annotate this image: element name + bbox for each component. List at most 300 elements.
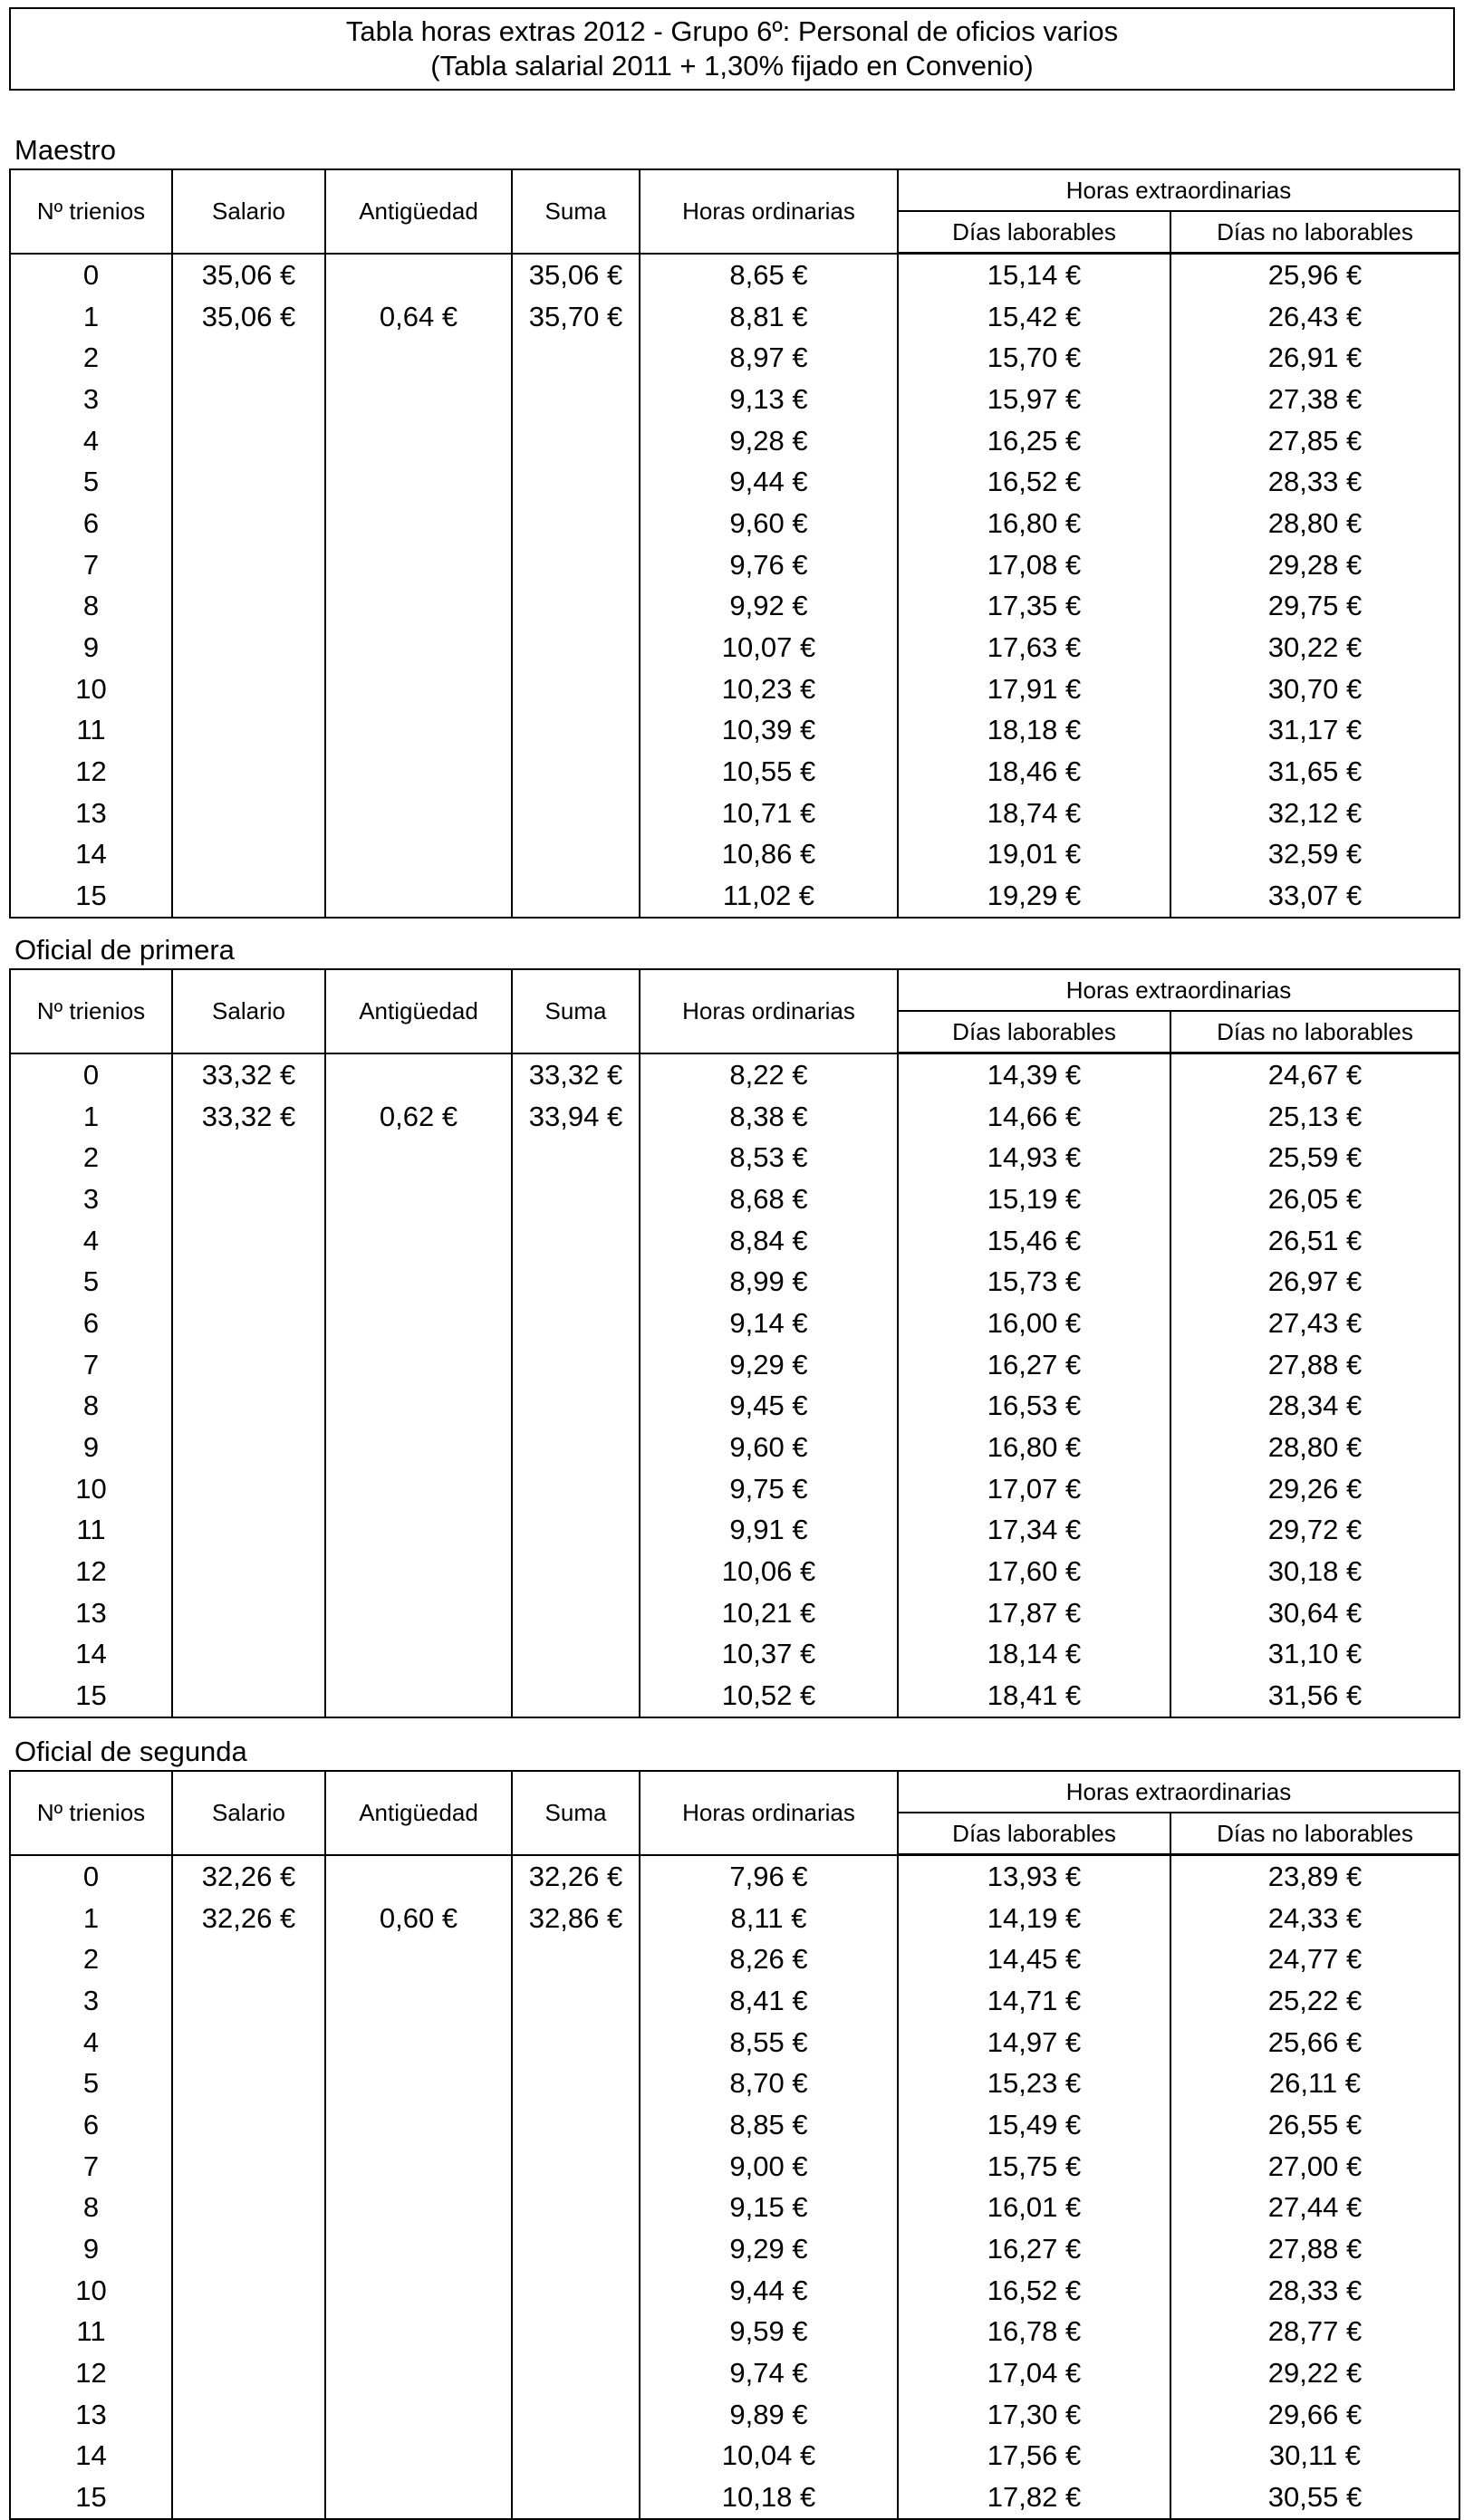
header-dias-laborables: Días laborables (898, 1813, 1170, 1855)
salario-cell (172, 1468, 325, 1510)
antiguedad-cell (325, 2022, 512, 2063)
table-row (10, 875, 1459, 918)
antiguedad-cell: 0,60 € (325, 1898, 512, 1939)
antiguedad-cell (325, 1938, 512, 1980)
salario-cell: 32,26 € (172, 1855, 325, 1898)
salario-cell (172, 2436, 325, 2477)
antiguedad-cell (325, 1551, 512, 1592)
suma-cell (512, 1344, 640, 1386)
antiguedad-cell (325, 2352, 512, 2394)
dias-no-laborables-cell: 30,11 € (1170, 2436, 1459, 2477)
suma-cell (512, 668, 640, 710)
dias-laborables-cell: 19,29 € (898, 875, 1170, 918)
trienios-cell: 9 (10, 2228, 172, 2270)
dias-laborables-cell: 16,01 € (898, 2188, 1170, 2229)
salario-cell (172, 2394, 325, 2436)
table-row (10, 1634, 1459, 1676)
trienios-cell: 7 (10, 544, 172, 586)
antiguedad-cell (325, 503, 512, 544)
table-row (10, 254, 1459, 296)
antiguedad-cell (325, 2436, 512, 2477)
dias-no-laborables-cell: 26,43 € (1170, 296, 1459, 338)
table-row (10, 751, 1459, 793)
antiguedad-cell (325, 751, 512, 793)
antiguedad-cell (325, 1303, 512, 1344)
dias-laborables-cell: 15,42 € (898, 296, 1170, 338)
dias-no-laborables-cell: 29,26 € (1170, 1468, 1459, 1510)
salario-cell (172, 793, 325, 834)
horas-ordinarias-cell: 8,99 € (640, 1261, 898, 1303)
salario-cell (172, 503, 325, 544)
suma-cell (512, 2477, 640, 2519)
dias-no-laborables-cell: 30,55 € (1170, 2477, 1459, 2519)
dias-laborables-cell: 16,25 € (898, 420, 1170, 462)
suma-cell: 35,70 € (512, 296, 640, 338)
dias-laborables-cell: 15,46 € (898, 1220, 1170, 1262)
dias-no-laborables-cell: 31,56 € (1170, 1675, 1459, 1717)
antiguedad-cell (325, 2063, 512, 2104)
table-row (10, 1855, 1459, 1898)
dias-no-laborables-cell: 25,59 € (1170, 1137, 1459, 1178)
horas-ordinarias-cell: 9,13 € (640, 379, 898, 420)
salario-cell (172, 2312, 325, 2353)
antiguedad-cell (325, 254, 512, 296)
dias-laborables-cell: 15,73 € (898, 1261, 1170, 1303)
trienios-cell: 1 (10, 296, 172, 338)
horas-ordinarias-cell: 8,11 € (640, 1898, 898, 1939)
dias-laborables-cell: 16,80 € (898, 503, 1170, 544)
dias-laborables-cell: 18,14 € (898, 1634, 1170, 1676)
trienios-cell: 11 (10, 1510, 172, 1552)
horas-ordinarias-cell: 8,81 € (640, 296, 898, 338)
dias-no-laborables-cell: 28,33 € (1170, 461, 1459, 503)
table-row (10, 627, 1459, 668)
dias-laborables-cell: 18,46 € (898, 751, 1170, 793)
suma-cell (512, 1551, 640, 1592)
horas-ordinarias-cell: 8,26 € (640, 1938, 898, 1980)
trienios-cell: 5 (10, 461, 172, 503)
trienios-cell: 15 (10, 875, 172, 918)
section-maestro (9, 132, 1459, 919)
table-row (10, 1137, 1459, 1178)
suma-cell (512, 420, 640, 462)
trienios-cell: 11 (10, 710, 172, 752)
antiguedad-cell (325, 1634, 512, 1676)
salario-cell (172, 834, 325, 876)
dias-no-laborables-cell: 26,55 € (1170, 2104, 1459, 2146)
suma-cell (512, 2270, 640, 2312)
table-row (10, 1510, 1459, 1552)
dias-no-laborables-cell: 27,88 € (1170, 1344, 1459, 1386)
dias-laborables-cell: 14,93 € (898, 1137, 1170, 1178)
dias-laborables-cell: 18,41 € (898, 1675, 1170, 1717)
trienios-cell: 10 (10, 1468, 172, 1510)
table-row (10, 793, 1459, 834)
antiguedad-cell (325, 2228, 512, 2270)
trienios-cell: 12 (10, 2352, 172, 2394)
trienios-cell: 8 (10, 1386, 172, 1428)
table-row (10, 2146, 1459, 2188)
dias-laborables-cell: 15,49 € (898, 2104, 1170, 2146)
trienios-cell: 9 (10, 627, 172, 668)
antiguedad-cell (325, 2270, 512, 2312)
suma-cell: 33,32 € (512, 1053, 640, 1096)
dias-laborables-cell: 14,19 € (898, 1898, 1170, 1939)
salario-cell: 33,32 € (172, 1096, 325, 1138)
suma-cell (512, 1938, 640, 1980)
dias-no-laborables-cell: 26,91 € (1170, 337, 1459, 379)
salario-cell (172, 668, 325, 710)
trienios-cell: 11 (10, 2312, 172, 2353)
horas-ordinarias-cell: 8,84 € (640, 1220, 898, 1262)
suma-cell (512, 1980, 640, 2022)
trienios-cell: 14 (10, 834, 172, 876)
horas-ordinarias-cell: 9,76 € (640, 544, 898, 586)
horas-ordinarias-cell: 10,23 € (640, 668, 898, 710)
suma-cell (512, 2104, 640, 2146)
section-label: Maestro (14, 134, 116, 166)
suma-cell (512, 1386, 640, 1428)
horas-ordinarias-cell: 8,97 € (640, 337, 898, 379)
dias-laborables-cell: 16,53 € (898, 1386, 1170, 1428)
antiguedad-cell (325, 2146, 512, 2188)
header-salario: Salario (172, 169, 325, 254)
dias-laborables-cell: 15,70 € (898, 337, 1170, 379)
antiguedad-cell (325, 2104, 512, 2146)
trienios-cell: 0 (10, 1053, 172, 1096)
trienios-cell: 7 (10, 1344, 172, 1386)
dias-no-laborables-cell: 29,66 € (1170, 2394, 1459, 2436)
section-label: Oficial de segunda (14, 1736, 247, 1767)
suma-cell (512, 379, 640, 420)
header-trienios: Nº trienios (10, 1771, 172, 1855)
suma-cell (512, 2394, 640, 2436)
antiguedad-cell (325, 337, 512, 379)
header-dias-laborables: Días laborables (898, 1011, 1170, 1053)
trienios-cell: 12 (10, 1551, 172, 1592)
dias-laborables-cell: 15,75 € (898, 2146, 1170, 2188)
header-dias-no-laborables: Días no laborables (1170, 211, 1459, 254)
dias-no-laborables-cell: 25,66 € (1170, 2022, 1459, 2063)
horas-ordinarias-cell: 8,53 € (640, 1137, 898, 1178)
suma-cell: 32,26 € (512, 1855, 640, 1898)
dias-no-laborables-cell: 29,72 € (1170, 1510, 1459, 1552)
wage-table (9, 1770, 1460, 2520)
table-row (10, 420, 1459, 462)
header-horas-ordinarias: Horas ordinarias (640, 1771, 898, 1855)
antiguedad-cell (325, 1980, 512, 2022)
table-row (10, 544, 1459, 586)
dias-no-laborables-cell: 27,85 € (1170, 420, 1459, 462)
suma-cell (512, 1303, 640, 1344)
table-row (10, 2312, 1459, 2353)
suma-cell (512, 1178, 640, 1220)
dias-laborables-cell: 18,18 € (898, 710, 1170, 752)
table-row (10, 1220, 1459, 1262)
suma-cell (512, 461, 640, 503)
dias-laborables-cell: 14,45 € (898, 1938, 1170, 1980)
suma-cell (512, 1220, 640, 1262)
suma-cell (512, 875, 640, 918)
dias-no-laborables-cell: 27,00 € (1170, 2146, 1459, 2188)
trienios-cell: 4 (10, 420, 172, 462)
salario-cell (172, 627, 325, 668)
horas-ordinarias-cell: 9,60 € (640, 503, 898, 544)
horas-ordinarias-cell: 8,55 € (640, 2022, 898, 2063)
section-label: Oficial de primera (14, 934, 235, 966)
dias-no-laborables-cell: 30,70 € (1170, 668, 1459, 710)
antiguedad-cell (325, 1178, 512, 1220)
suma-cell (512, 1137, 640, 1178)
antiguedad-cell (325, 1468, 512, 1510)
suma-cell (512, 2063, 640, 2104)
dias-no-laborables-cell: 25,96 € (1170, 254, 1459, 296)
header-dias-no-laborables: Días no laborables (1170, 1011, 1459, 1053)
suma-cell (512, 1261, 640, 1303)
table-row (10, 2022, 1459, 2063)
header-horas-ordinarias: Horas ordinarias (640, 969, 898, 1053)
horas-ordinarias-cell: 9,92 € (640, 586, 898, 628)
salario-cell (172, 751, 325, 793)
salario-cell (172, 379, 325, 420)
suma-cell (512, 2188, 640, 2229)
antiguedad-cell (325, 1220, 512, 1262)
dias-no-laborables-cell: 30,18 € (1170, 1551, 1459, 1592)
trienios-cell: 4 (10, 1220, 172, 1262)
suma-cell (512, 1592, 640, 1634)
antiguedad-cell (325, 544, 512, 586)
trienios-cell: 6 (10, 1303, 172, 1344)
dias-laborables-cell: 17,87 € (898, 1592, 1170, 1634)
dias-no-laborables-cell: 26,05 € (1170, 1178, 1459, 1220)
dias-laborables-cell: 15,97 € (898, 379, 1170, 420)
trienios-cell: 0 (10, 254, 172, 296)
dias-laborables-cell: 14,39 € (898, 1053, 1170, 1096)
dias-laborables-cell: 17,04 € (898, 2352, 1170, 2394)
table-row (10, 1675, 1459, 1717)
horas-ordinarias-cell: 8,41 € (640, 1980, 898, 2022)
table-row (10, 1898, 1459, 1939)
antiguedad-cell (325, 586, 512, 628)
suma-cell: 32,86 € (512, 1898, 640, 1939)
dias-laborables-cell: 13,93 € (898, 1855, 1170, 1898)
page-title (9, 7, 1455, 91)
horas-ordinarias-cell: 9,60 € (640, 1427, 898, 1468)
header-antiguedad: Antigüedad (325, 1771, 512, 1855)
horas-ordinarias-cell: 8,85 € (640, 2104, 898, 2146)
antiguedad-cell (325, 1675, 512, 1717)
antiguedad-cell (325, 1386, 512, 1428)
title-line-1: Tabla horas extras 2012 - Grupo 6º: Personal de oficios varios (345, 15, 1119, 47)
trienios-cell: 7 (10, 2146, 172, 2188)
horas-ordinarias-cell: 10,18 € (640, 2477, 898, 2519)
dias-no-laborables-cell: 27,38 € (1170, 379, 1459, 420)
table-row (10, 1344, 1459, 1386)
salario-cell (172, 1675, 325, 1717)
table-row (10, 461, 1459, 503)
table-row (10, 710, 1459, 752)
horas-ordinarias-cell: 8,65 € (640, 254, 898, 296)
horas-ordinarias-cell: 10,04 € (640, 2436, 898, 2477)
wage-table (9, 968, 1460, 1718)
trienios-cell: 14 (10, 2436, 172, 2477)
dias-no-laborables-cell: 26,97 € (1170, 1261, 1459, 1303)
dias-laborables-cell: 16,52 € (898, 2270, 1170, 2312)
dias-laborables-cell: 17,91 € (898, 668, 1170, 710)
table-row (10, 2352, 1459, 2394)
suma-cell (512, 627, 640, 668)
trienios-cell: 15 (10, 1675, 172, 1717)
table-row (10, 1592, 1459, 1634)
antiguedad-cell (325, 420, 512, 462)
salario-cell (172, 1261, 325, 1303)
table-row (10, 379, 1459, 420)
horas-ordinarias-cell: 9,59 € (640, 2312, 898, 2353)
horas-ordinarias-cell: 10,21 € (640, 1592, 898, 1634)
horas-ordinarias-cell: 8,38 € (640, 1096, 898, 1138)
trienios-cell: 13 (10, 793, 172, 834)
dias-no-laborables-cell: 27,43 € (1170, 1303, 1459, 1344)
salario-cell (172, 1592, 325, 1634)
dias-laborables-cell: 16,00 € (898, 1303, 1170, 1344)
dias-no-laborables-cell: 29,22 € (1170, 2352, 1459, 2394)
header-horas-extraordinarias: Horas extraordinarias (898, 969, 1459, 1011)
table-row (10, 834, 1459, 876)
salario-cell (172, 1303, 325, 1344)
dias-no-laborables-cell: 27,88 € (1170, 2228, 1459, 2270)
suma-cell (512, 1510, 640, 1552)
suma-cell (512, 586, 640, 628)
dias-no-laborables-cell: 23,89 € (1170, 1855, 1459, 1898)
horas-ordinarias-cell: 9,45 € (640, 1386, 898, 1428)
salario-cell (172, 1510, 325, 1552)
dias-laborables-cell: 15,23 € (898, 2063, 1170, 2104)
wage-table (9, 168, 1460, 919)
suma-cell (512, 2312, 640, 2353)
antiguedad-cell (325, 2188, 512, 2229)
table-row (10, 1551, 1459, 1592)
dias-laborables-cell: 17,07 € (898, 1468, 1170, 1510)
dias-laborables-cell: 17,82 € (898, 2477, 1170, 2519)
salario-cell (172, 1386, 325, 1428)
trienios-cell: 12 (10, 751, 172, 793)
dias-laborables-cell: 16,52 € (898, 461, 1170, 503)
table-row (10, 1261, 1459, 1303)
horas-ordinarias-cell: 9,91 € (640, 1510, 898, 1552)
salario-cell (172, 1137, 325, 1178)
table-row (10, 1468, 1459, 1510)
header-salario: Salario (172, 969, 325, 1053)
trienios-cell: 14 (10, 1634, 172, 1676)
horas-ordinarias-cell: 8,70 € (640, 2063, 898, 2104)
antiguedad-cell (325, 834, 512, 876)
header-antiguedad: Antigüedad (325, 969, 512, 1053)
antiguedad-cell (325, 2312, 512, 2353)
horas-ordinarias-cell: 9,28 € (640, 420, 898, 462)
section-oficial-primera (9, 932, 1459, 1718)
dias-no-laborables-cell: 31,65 € (1170, 751, 1459, 793)
suma-cell (512, 544, 640, 586)
dias-no-laborables-cell: 28,80 € (1170, 503, 1459, 544)
suma-cell (512, 2022, 640, 2063)
suma-cell (512, 1427, 640, 1468)
suma-cell (512, 2146, 640, 2188)
dias-no-laborables-cell: 32,59 € (1170, 834, 1459, 876)
suma-cell (512, 337, 640, 379)
suma-cell (512, 751, 640, 793)
dias-no-laborables-cell: 29,75 € (1170, 586, 1459, 628)
trienios-cell: 0 (10, 1855, 172, 1898)
salario-cell (172, 875, 325, 918)
dias-no-laborables-cell: 28,80 € (1170, 1427, 1459, 1468)
dias-no-laborables-cell: 30,22 € (1170, 627, 1459, 668)
dias-laborables-cell: 15,19 € (898, 1178, 1170, 1220)
horas-ordinarias-cell: 10,71 € (640, 793, 898, 834)
antiguedad-cell (325, 1137, 512, 1178)
salario-cell: 35,06 € (172, 254, 325, 296)
trienios-cell: 4 (10, 2022, 172, 2063)
suma-cell (512, 710, 640, 752)
suma-cell: 33,94 € (512, 1096, 640, 1138)
horas-ordinarias-cell: 10,06 € (640, 1551, 898, 1592)
dias-no-laborables-cell: 25,13 € (1170, 1096, 1459, 1138)
header-suma: Suma (512, 1771, 640, 1855)
header-trienios: Nº trienios (10, 169, 172, 254)
table-row (10, 586, 1459, 628)
antiguedad-cell (325, 461, 512, 503)
header-antiguedad: Antigüedad (325, 169, 512, 254)
table-row (10, 503, 1459, 544)
table-row (10, 337, 1459, 379)
dias-no-laborables-cell: 32,12 € (1170, 793, 1459, 834)
salario-cell (172, 1344, 325, 1386)
dias-laborables-cell: 14,71 € (898, 1980, 1170, 2022)
dias-laborables-cell: 14,97 € (898, 2022, 1170, 2063)
table-row (10, 1386, 1459, 1428)
salario-cell (172, 1634, 325, 1676)
salario-cell (172, 420, 325, 462)
dias-laborables-cell: 17,60 € (898, 1551, 1170, 1592)
trienios-cell: 15 (10, 2477, 172, 2519)
table-row (10, 1938, 1459, 1980)
salario-cell (172, 461, 325, 503)
table-row (10, 1053, 1459, 1096)
trienios-cell: 2 (10, 1137, 172, 1178)
salario-cell (172, 2352, 325, 2394)
antiguedad-cell (325, 1261, 512, 1303)
table-row (10, 2228, 1459, 2270)
dias-no-laborables-cell: 26,11 € (1170, 2063, 1459, 2104)
dias-no-laborables-cell: 31,10 € (1170, 1634, 1459, 1676)
salario-cell (172, 1938, 325, 1980)
antiguedad-cell (325, 1855, 512, 1898)
dias-no-laborables-cell: 24,33 € (1170, 1898, 1459, 1939)
antiguedad-cell (325, 2394, 512, 2436)
trienios-cell: 13 (10, 2394, 172, 2436)
antiguedad-cell (325, 2477, 512, 2519)
trienios-cell: 8 (10, 2188, 172, 2229)
table-row (10, 2394, 1459, 2436)
header-suma: Suma (512, 169, 640, 254)
trienios-cell: 3 (10, 379, 172, 420)
horas-ordinarias-cell: 9,29 € (640, 1344, 898, 1386)
horas-ordinarias-cell: 9,14 € (640, 1303, 898, 1344)
antiguedad-cell: 0,64 € (325, 296, 512, 338)
dias-no-laborables-cell: 30,64 € (1170, 1592, 1459, 1634)
horas-ordinarias-cell: 9,15 € (640, 2188, 898, 2229)
suma-cell (512, 1468, 640, 1510)
section-oficial-segunda (9, 1734, 1459, 2520)
